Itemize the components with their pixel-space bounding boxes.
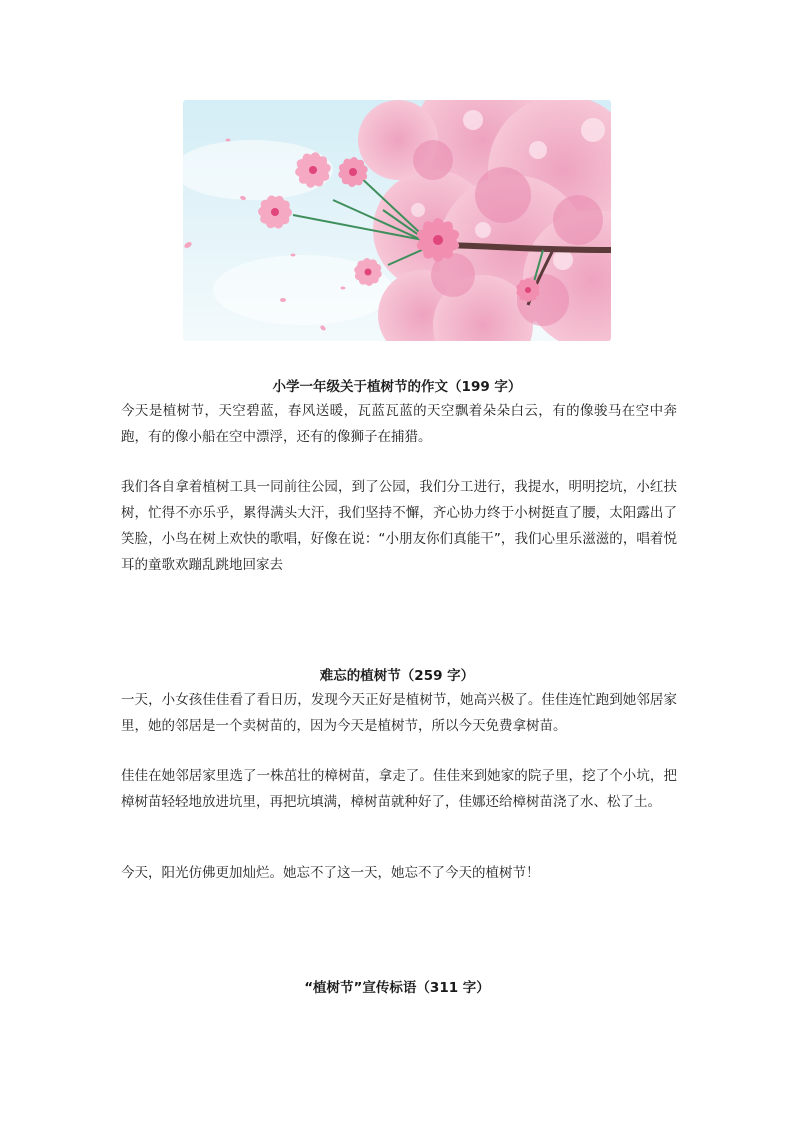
essay-1-paragraph-2: 我们各自拿着植树工具一同前往公园，到了公园，我们分工进行，我提水，明明挖坑，小红扶树，忙得不亦乐乎，累得满头大汗，我们坚持不懈，齐心协力终于小树挺直了腰，太阳露出了笑脸，小鸟在树上欢快的歌唱，好像在说：“小朋友你们真能干”，我们心里乐滋滋的，唱着悦耳的童歌欢蹦乱跳地回家去 (121, 479, 677, 573)
essay-title-1: 小学一年级关于植树节的作文（199 字） (272, 379, 522, 395)
essay-2-paragraph-3: 今天，阳光仿佛更加灿烂。她忘不了这一天，她忘不了今天的植树节！ (121, 865, 540, 881)
essay-1-paragraph-1: 今天是植树节，天空碧蓝，春风送暖，瓦蓝瓦蓝的天空飘着朵朵白云，有的像骏马在空中奔跑，有的像小船在空中漂浮，还有的像狮子在捕猎。 (121, 403, 677, 445)
cherry-blossom-image (183, 100, 611, 341)
essay-title-2: 难忘的植树节（259 字） (319, 668, 475, 684)
essay-title-3: “植树节”宣传标语（311 字） (304, 980, 490, 996)
essay-2-paragraph-2: 佳佳在她邻居家里选了一株茁壮的樟树苗，拿走了。佳佳来到她家的院子里，挖了个小坑，把樟树苗轻轻地放进坑里，再把坑填满，樟树苗就种好了，佳娜还给樟树苗浇了水、松了土。 (121, 768, 677, 810)
essay-2-paragraph-1: 一天，小女孩佳佳看了看日历，发现今天正好是植树节，她高兴极了。佳佳连忙跑到她邻居家里，她的邻居是一个卖树苗的，因为今天是植树节，所以今天免费拿树苗。 (121, 692, 677, 734)
